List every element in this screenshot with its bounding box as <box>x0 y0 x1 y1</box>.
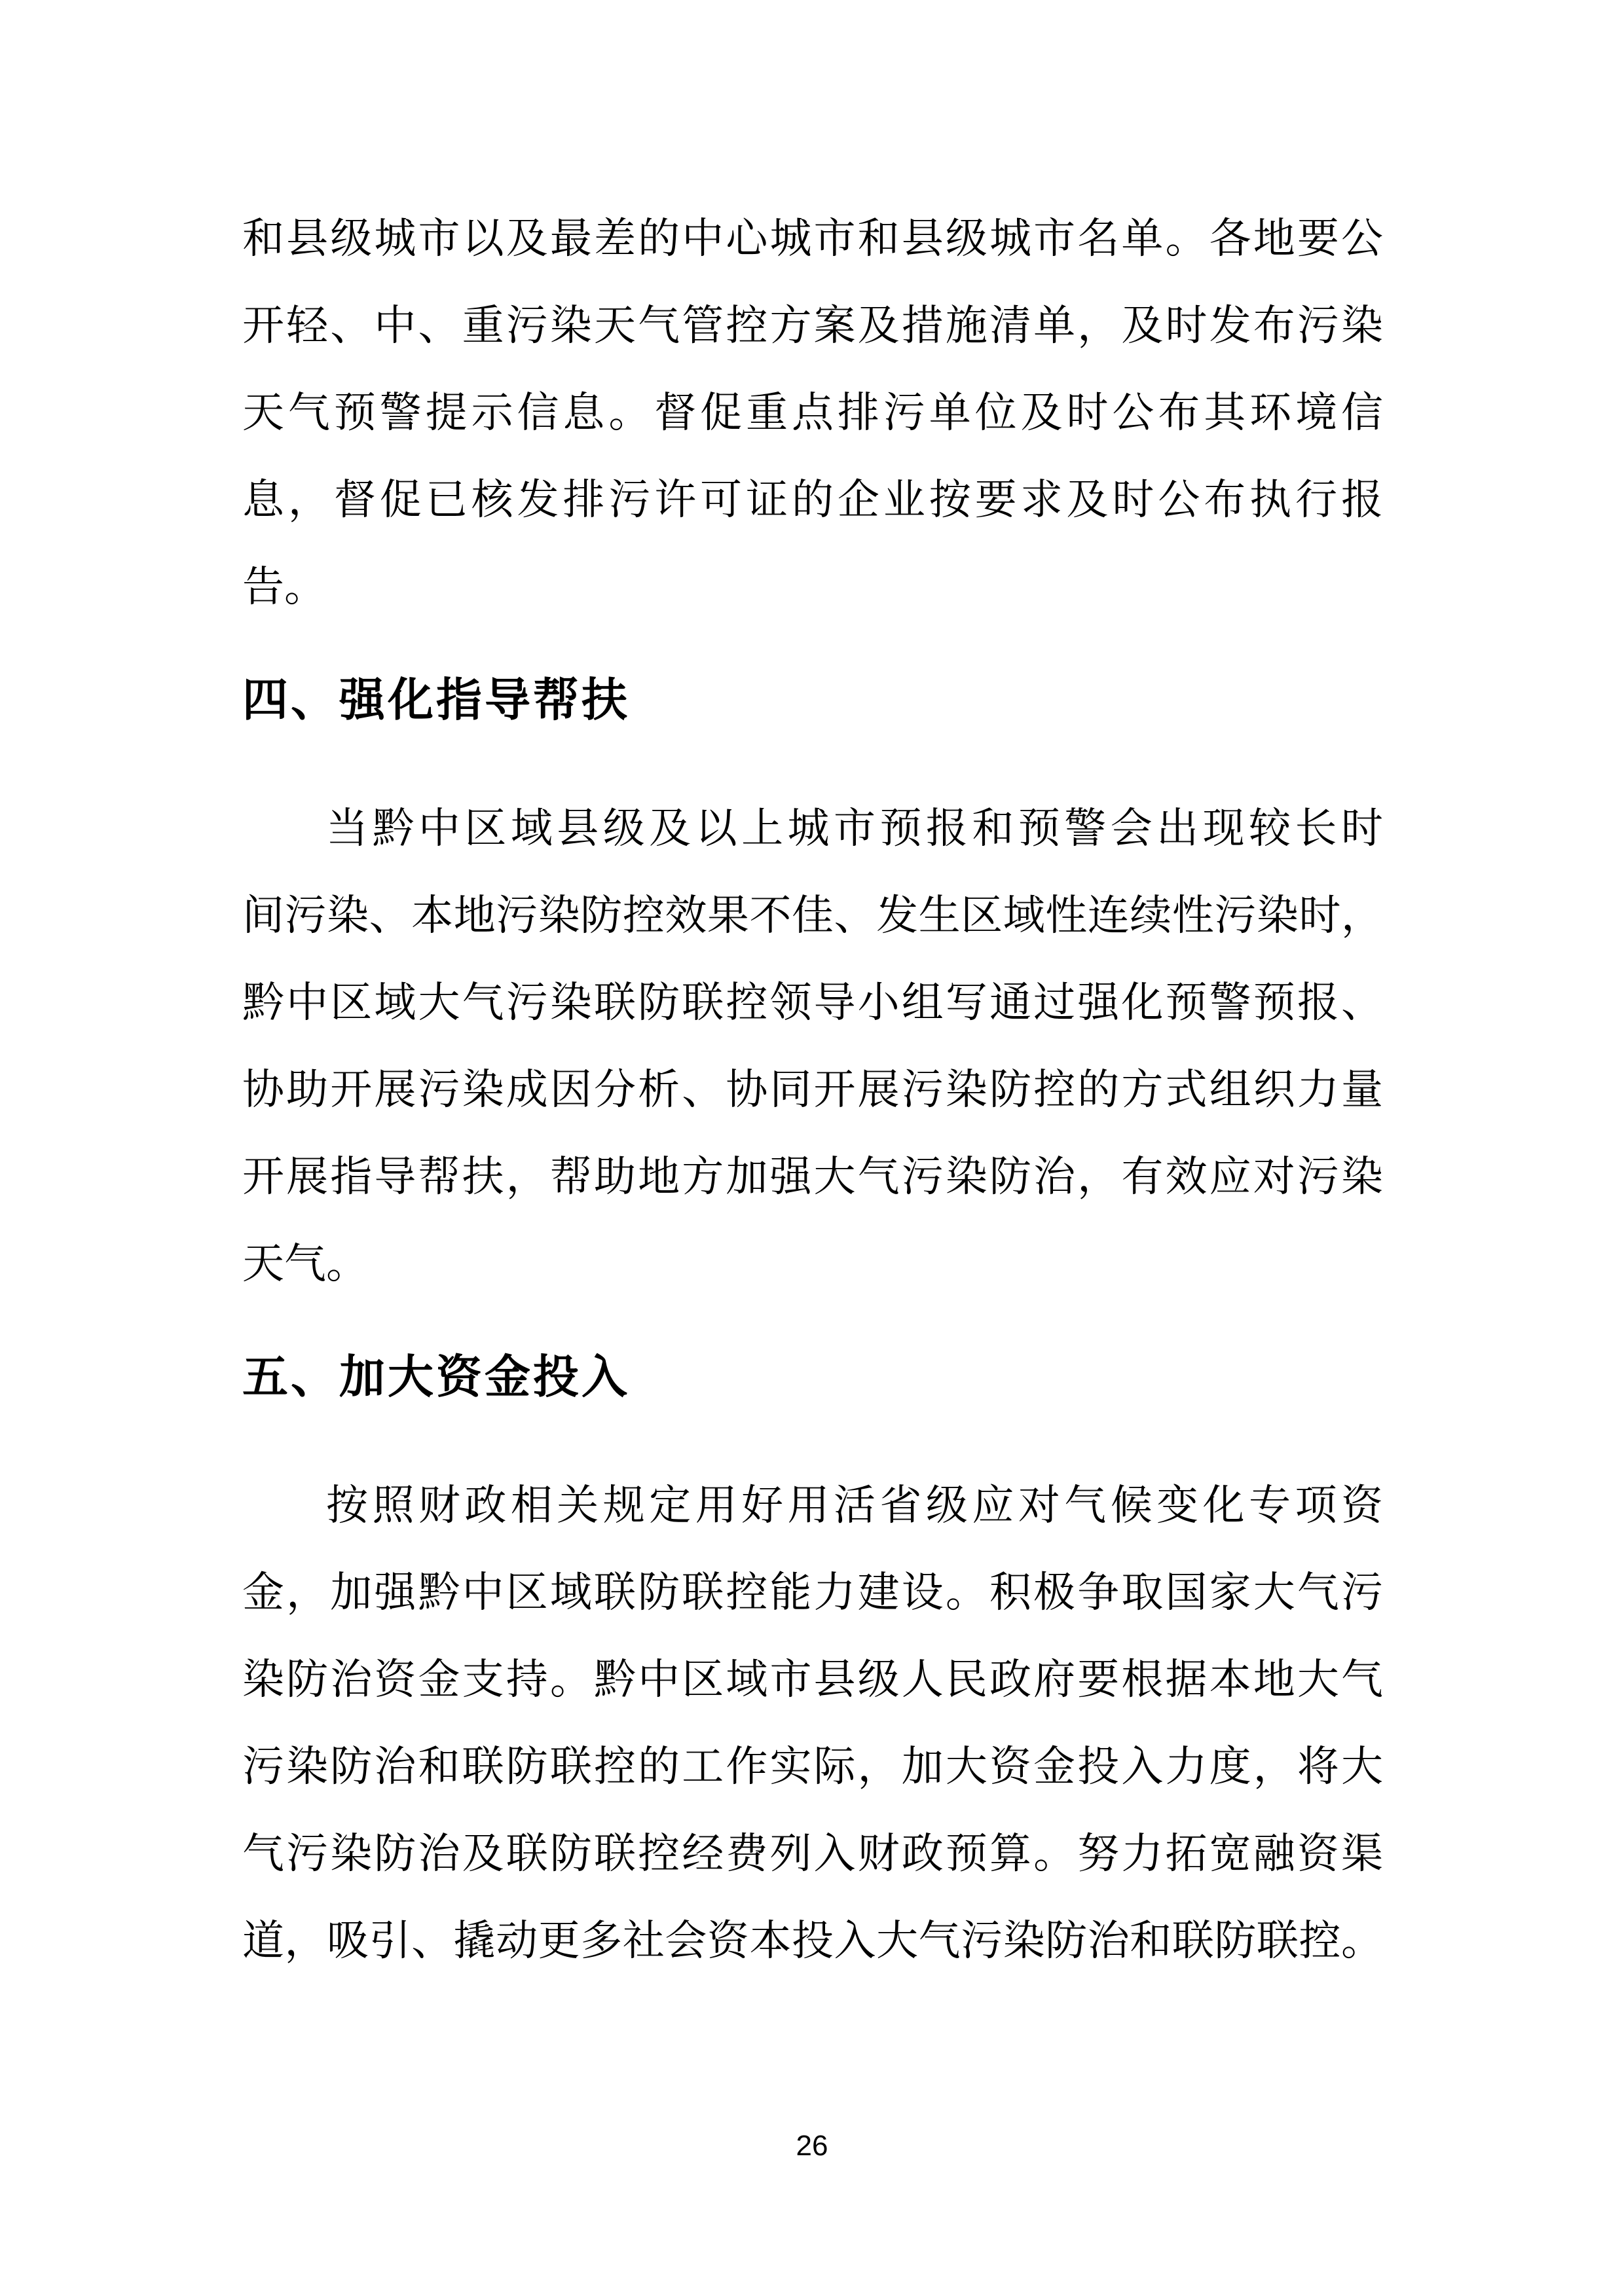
body-line: 气污染防治及联防联控经费列入财政预算。努力拓宽融资渠 <box>242 1831 1383 1877</box>
body-line: 染防治资金支持。黔中区域市县级人民政府要根据本地大气 <box>242 1656 1383 1703</box>
body-line: 天气预警提示信息。督促重点排污单位及时公布其环境信 <box>242 390 1383 436</box>
body-line: 告。 <box>242 564 326 610</box>
section-heading-four: 四、强化指导帮扶 <box>242 674 630 725</box>
section-heading-five: 五、加大资金投入 <box>242 1351 630 1402</box>
body-line: 开展指导帮扶，帮助地方加强大气污染防治，有效应对污染 <box>242 1154 1383 1200</box>
paragraph-guidance-support <box>242 785 1383 1307</box>
body-line: 黔中区域大气污染联防联控领导小组写通过强化预警预报、 <box>242 979 1383 1026</box>
paragraph-continuation <box>242 195 1383 630</box>
body-line: 金，加强黔中区域联防联控能力建设。积极争取国家大气污 <box>242 1569 1383 1616</box>
body-line: 天气。 <box>242 1241 368 1287</box>
page-number: 26 <box>796 2130 828 2162</box>
body-line: 协助开展污染成因分析、协同开展污染防控的方式组织力量 <box>242 1066 1383 1113</box>
body-line: 道，吸引、撬动更多社会资本投入大气污染防治和联防联控。 <box>242 1918 1383 1964</box>
body-line: 当黔中区域县级及以上城市预报和预警会出现较长时 <box>326 805 1383 852</box>
body-line: 开轻、中、重污染天气管控方案及措施清单，及时发布污染 <box>242 302 1383 349</box>
body-line: 和县级城市以及最差的中心城市和县级城市名单。各地要公 <box>242 215 1383 262</box>
body-line: 污染防治和联防联控的工作实际，加大资金投入力度，将大 <box>242 1743 1383 1790</box>
page-content <box>242 195 1383 1984</box>
body-line: 按照财政相关规定用好用活省级应对气候变化专项资 <box>326 1482 1383 1529</box>
body-line: 息，督促已核发排污许可证的企业按要求及时公布执行报 <box>242 477 1383 523</box>
page-footer <box>0 2128 1624 2164</box>
paragraph-funding <box>242 1462 1383 1984</box>
body-line: 间污染、本地污染防控效果不佳、发生区域性连续性污染时， <box>242 892 1383 939</box>
